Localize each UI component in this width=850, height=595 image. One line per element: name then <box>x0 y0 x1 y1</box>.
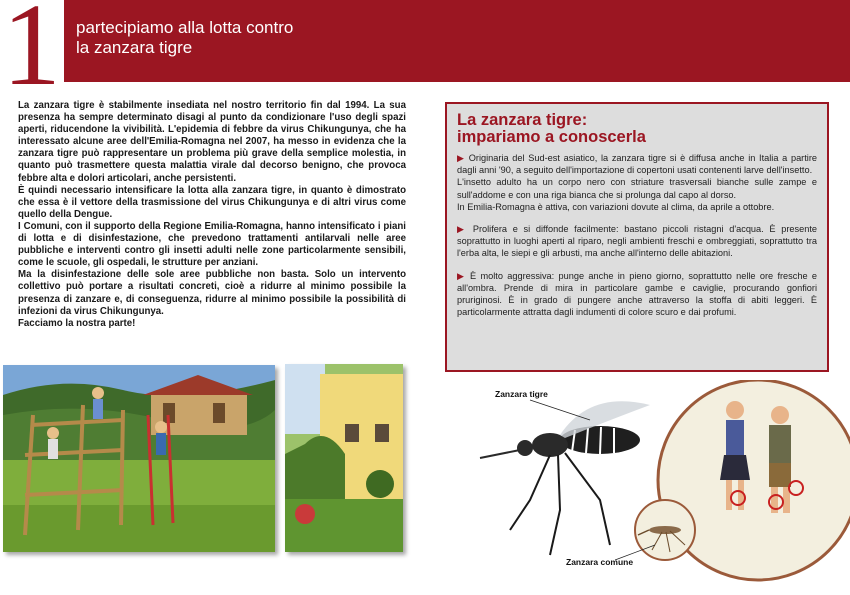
bullet-aggressive <box>457 270 817 319</box>
common-mosquito <box>635 500 695 560</box>
intro-text <box>18 100 406 330</box>
bullet-origin-season: In Emilia-Romagna è attiva, con variazioni dovute al clima, da aprile a ottobre. <box>457 201 775 212</box>
label-tiger-mosquito: Zanzara tigre <box>495 389 548 399</box>
infobox-title-line-1: La zanzara tigre: <box>457 111 588 129</box>
bullet-triangle-icon: ▶ <box>457 270 466 281</box>
label-common-mosquito: Zanzara comune <box>566 557 634 567</box>
page-title <box>76 18 293 58</box>
title-line-1: partecipiamo alla lotta contro <box>76 18 294 37</box>
house-photo <box>285 364 403 552</box>
playground-photo <box>3 365 275 552</box>
tiger-mosquito <box>480 401 650 555</box>
title-line-2: la zanzara tigre <box>76 38 193 57</box>
bullet-triangle-icon: ▶ <box>457 224 468 235</box>
mosquito-illustration <box>440 380 850 595</box>
bullet-origin-body: L'insetto adulto ha un corpo nero con striature trasversali bianche sulle zampe e sull'addome e con una riga bianca che si prolunga dal capo al dorso. <box>457 177 817 200</box>
info-box <box>445 102 829 372</box>
intro-paragraph-5: Facciamo la nostra parte! <box>18 317 136 329</box>
bullet-origin-text: Originaria del Sud-est asiatico, la zanzara tigre si è diffusa anche in Italia a partire dagli anni '90, a seguito dell'importazione di copertoni usati contenenti larve dell'insetto. <box>457 153 817 176</box>
intro-paragraph-3: I Comuni, con il supporto della Regione Emilia-Romagna, hanno intensificato i piani di lotta e di disinfestazione, che prevedono trattamenti antilarvali nelle aree pubbliche e interventi contro gli insetti adulti nelle zone particolarmente sensibili, come le scuole, gli ospedali, le strutture per anziani. <box>18 220 406 269</box>
bullet-triangle-icon: ▶ <box>457 153 466 163</box>
intro-paragraph-2: È quindi necessario intensificare la lotta alla zanzara tigre, in quanto è dimostrato che essa è il vettore della trasmissione del virus Chikungunya e di altri virus come quello della Dengue. <box>18 184 406 220</box>
intro-paragraph-4: Ma la disinfestazione delle sole aree pubbliche non basta. Solo un intervento collettivo può portare a risultati concreti, cioè a ridurre al minimo possibile la presenza di zanzare e, di conseguenza, ridurre al minimo possibile la possibilità di infezioni da virus Chikungunya. <box>18 269 406 317</box>
intro-paragraph-1: La zanzara tigre è stabilmente insediata nel nostro territorio fin dal 1994. La sua presenza ha sempre determinato disagi al punto da condizionare l'uso degli spazi aperti, riducendone la vivibilità. L'epidemia di febbre da virus Chikungunya, che ha interessato alcune aree dell'Emilia-Romagna nel 2007, ha messo in evidenza che la zanzara tigre può rappresentare un problema più grave della semplice molestia, in quanto può trasmettere questa malattia virale dal decorso benigno, che provoca febbre alta e dolori articolari, anche persistenti. <box>18 100 406 184</box>
bullet-aggressive-text: È molto aggressiva: punge anche in pieno giorno, soprattutto nelle ore fresche e all'ombra. Prende di mira in particolare gambe e caviglie, procurando gonfiori pruriginosi. È in grado di pungere anche attraverso la stoffa di abiti leggeri. È particolarmente attratta dagli indumenti di colore scuro e dai profumi. <box>457 270 818 318</box>
bullet-habitat-text: Prolifera e si diffonde facilmente: bastano piccoli ristagni d'acqua. È presente soprattutto in luoghi aperti al riparo, negli ambienti freschi e ombreggiati, soprattutto tra l'erba alta, le siepi e gli arbusti, ma anche all'interno delle abitazioni. <box>457 224 818 259</box>
infobox-title-line-2: impariamo a conoscerla <box>457 128 646 146</box>
bullet-habitat <box>457 223 817 260</box>
section-number: 1 <box>2 0 61 110</box>
bullet-origin <box>457 152 817 213</box>
